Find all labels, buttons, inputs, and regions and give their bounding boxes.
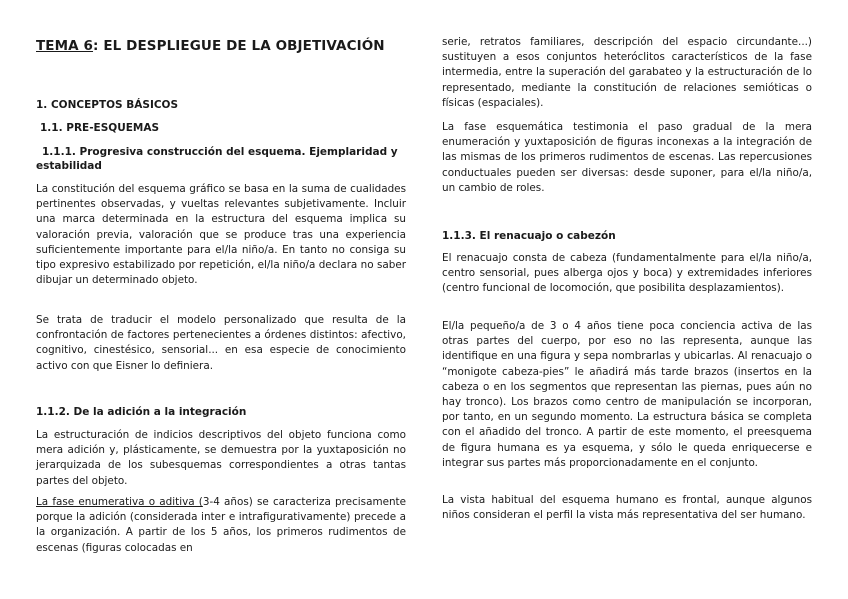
paragraph-fase-enumerativa [36,495,406,556]
title-text: : EL DESPLIEGUE DE LA OBJETIVACIÓN [93,38,385,54]
fase-enumerativa-text: 3-4 años) se caracteriza precisamente porque la adición (considerada inter e intrafigurativamente) precede a la organización. A partir de los 5 años, los primeros rudimentos de escenas (figuras colocadas en [36,496,407,554]
paragraph-fase-esquematica: La fase esquemática testimonia el paso gradual de la mera enumeración y yuxtaposición de figuras inconexas a la integración de las mismas de los primeros rudimentos de escenas. Las repercusiones conductuales pueden ser diversas: desde suponer, para el/la niño/a, un cambio de roles. [442,121,812,194]
heading-adicion-integracion: 1.1.2. De la adición a la integración [36,406,247,418]
title-topic-number: TEMA 6 [36,38,94,54]
paragraph-constitucion-esquema: La constitución del esquema gráfico se basa en la suma de cualidades pertinentes observadas, y vueltas relevantes subjetivamente. Incluir una marca determinada en la estructura del esquema implica su valoración previa, valoración que se produce tras una experiencia suficientemente importante para el/la niño/a. En tanto no consiga su tipo expresivo estabilizado por repetición, el/la niño/a declara no saber dibujar un determinado objeto. [36,183,406,287]
paragraph-renacuajo-consta: El renacuajo consta de cabeza (fundamentalmente para el/la niño/a, centro sensorial, pues alberga ojos y boca) y extremidades inferiores (centro funcional de locomoción, que posibilita desplazamientos). [442,252,812,295]
paragraph-estructuracion-indicios: La estructuración de indicios descriptivos del objeto funciona como mera adición y, plásticamente, se demuestra por la yuxtaposición no jerarquizada de los subesquemas correspondientes a otras tantas partes del objeto. [36,429,406,487]
paragraph-rudimentos-escenas: serie, retratos familiares, descripción del espacio circundante...) sustituyen a esos conjuntos heteróclitos característicos de la fase intermedia, entre la superación del garabateo y la estructuración de lo representado, mediante la constitución de relaciones semióticas o físicas (espaciales). [442,36,812,109]
heading-renacuajo: 1.1.3. El renacuajo o cabezón [442,230,616,242]
paragraph-pequeno-conciencia: El/la pequeño/a de 3 o 4 años tiene poca conciencia activa de las otras partes del cuerpo, por eso no las representa, aunque las identifique en una figura y sepa nombrarlas y ubicarlas. Al renacuajo o “monigote cabeza-pies” le añadirá más tarde brazos (insertos en la cabeza o en los segmentos que representan las piernas, pues aún no hay tronco). Los brazos como centro de manipulación se incorporan, por tanto, en un segundo momento. La estructura básica se completa con el añadido del tronco. A partir de este momento, el preesquema de figura humana es ya esquema, y sólo le queda enriquecerse e integrar sus partes más proporcionadamente en el conjunto. [442,320,812,469]
heading-pre-esquemas: 1.1. PRE-ESQUEMAS [40,122,160,134]
page-title [36,38,385,54]
paragraph-vista-habitual: La vista habitual del esquema humano es frontal, aunque algunos niños consideran el perfil la vista más representativa del ser humano. [442,494,812,522]
fase-enumerativa-underlined: La fase enumerativa o aditiva ( [36,496,203,508]
heading-conceptos-basicos: 1. CONCEPTOS BÁSICOS [36,99,179,111]
heading-progresiva-construccion: 1.1.1. Progresiva construcción del esquema. Ejemplaridad y estabilidad [36,146,398,172]
paragraph-modelo-personalizado: Se trata de traducir el modelo personalizado que resulta de la confrontación de factores pertenecientes a órdenes distintos: afectivo, cognitivo, cinestésico, sensorial... en esa especie de conocimiento activo con que Eisner lo definiera. [36,314,406,372]
